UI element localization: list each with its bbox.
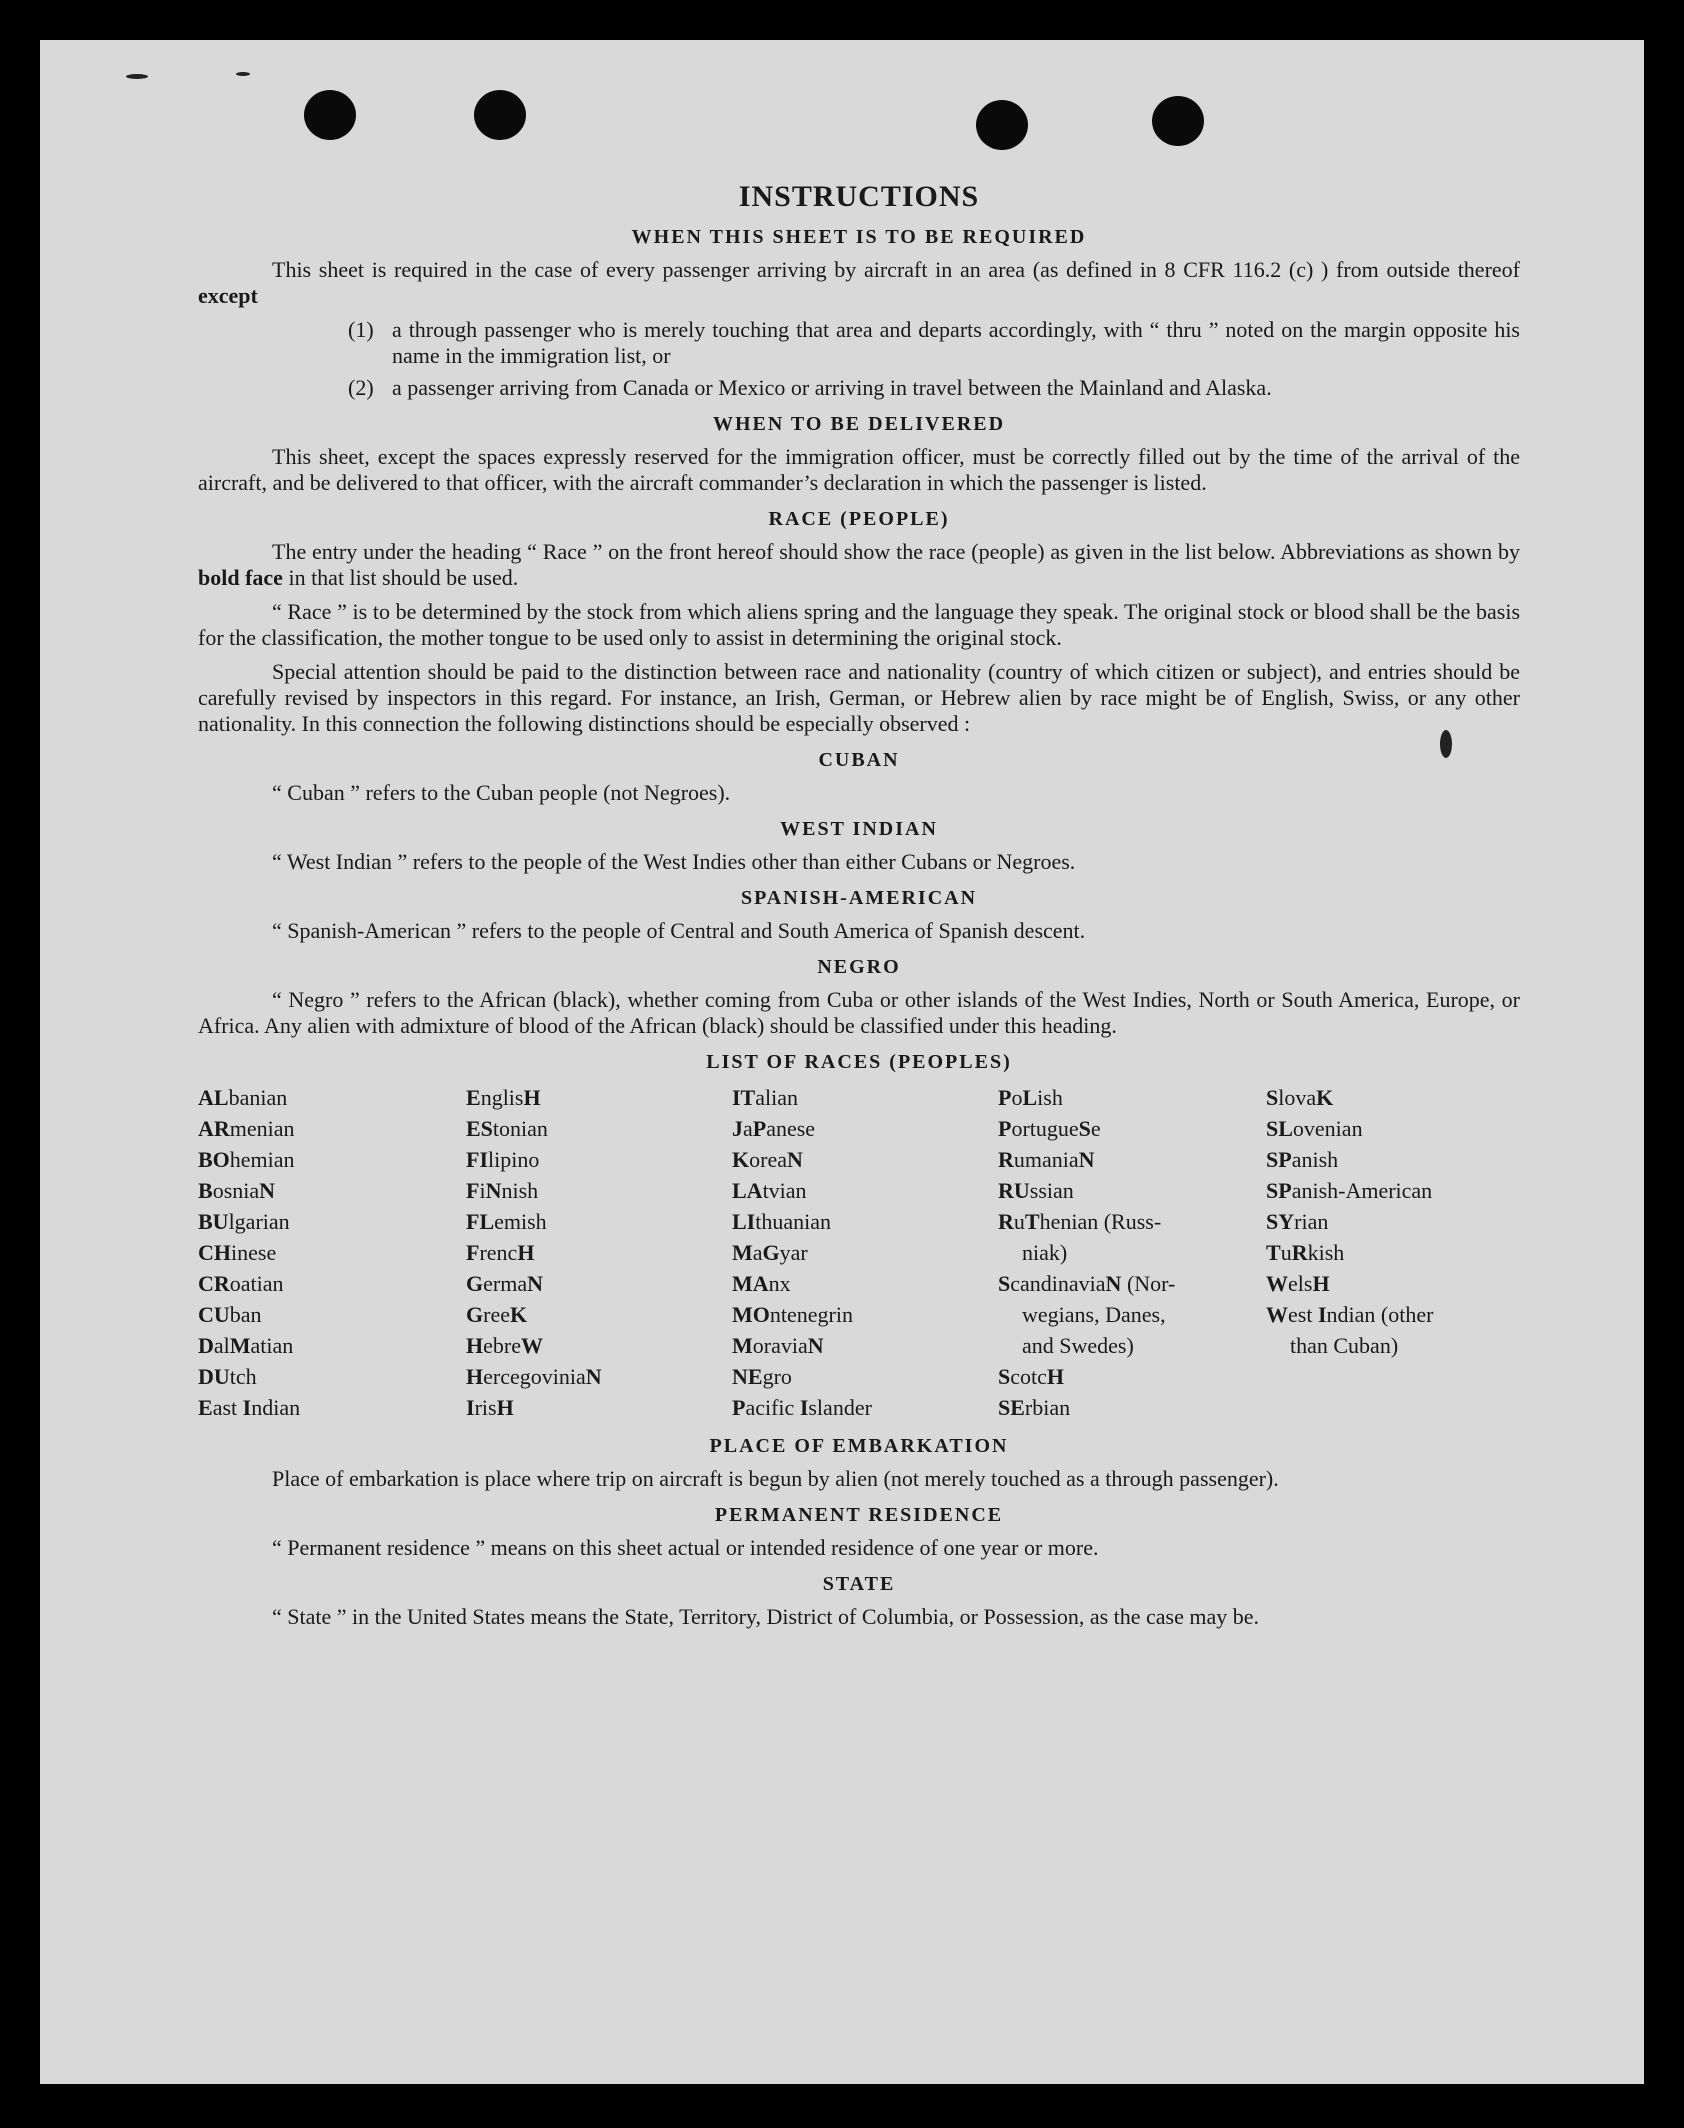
exception-number: (1)	[348, 317, 374, 342]
race-entry: MaGyar	[732, 1240, 808, 1265]
race-entry: EStonian	[466, 1116, 548, 1141]
race-entry: FrencH	[466, 1240, 535, 1265]
race-entry: JaPanese	[732, 1116, 816, 1141]
race-paragraph-3: Special attention should be paid to the distinction between race and nationality (country of which citizen or subject), and entries should be carefully revised by inspectors in this regard. For instance, an Irish, German, or Hebrew alien by race might be of English, Swiss, or any other nationality. In this connection the following distinctions should be especially observed :	[198, 659, 1520, 736]
heading-delivered: WHEN TO BE DELIVERED	[712, 413, 1006, 435]
race-entry: RuThenian (Russ-	[998, 1209, 1162, 1234]
heading-residence: PERMANENT RESIDENCE	[714, 1504, 1004, 1526]
race-entry: than Cuban)	[1290, 1333, 1399, 1358]
state-paragraph: “ State ” in the United States means the State, Territory, District of Columbia, or Possession, as the case may be.	[272, 1604, 1260, 1629]
race-entry: ARmenian	[198, 1116, 295, 1141]
race-paragraph-2: “ Race ” is to be determined by the stock from which aliens spring and the language they speak. The original stock or blood shall be the basis for the classification, the mother tongue to be used only to assist in determining the original stock.	[198, 599, 1520, 650]
race-entry: East Indian	[198, 1395, 301, 1420]
race-entry: CUban	[198, 1302, 262, 1327]
speck	[126, 74, 148, 79]
exception-number: (2)	[348, 375, 374, 400]
heading-embarkation: PLACE OF EMBARKATION	[709, 1435, 1009, 1457]
document-page	[40, 40, 1644, 2084]
race-entry: ScotcH	[998, 1364, 1065, 1389]
negro-paragraph: “ Negro ” refers to the African (black), whether coming from Cuba or other islands of the West Indies, North or South America, Europe, or Africa. Any alien with admixture of blood of the African (black) should be classified under this heading.	[198, 987, 1520, 1038]
race-entry: FIlipino	[466, 1147, 540, 1172]
race-entry: ScandinaviaN (Nor-	[998, 1271, 1176, 1296]
race-entry: ALbanian	[198, 1085, 288, 1110]
spanish-american-paragraph: “ Spanish-American ” refers to the people of Central and South America of Spanish descent.	[272, 918, 1086, 943]
race-entry: DalMatian	[198, 1333, 294, 1358]
race-entry: IrisH	[466, 1395, 514, 1420]
race-entry	[1266, 1361, 1520, 1392]
races-list	[198, 1082, 1520, 1423]
race-entry: PoLish	[998, 1085, 1063, 1110]
heading-races-list: LIST OF RACES (PEOPLES)	[706, 1051, 1012, 1073]
punch-hole	[474, 90, 526, 140]
exception-item	[348, 375, 1520, 401]
race-entry: GermaN	[466, 1271, 543, 1296]
exception-item	[348, 317, 1520, 369]
delivered-paragraph: This sheet, except the spaces expressly reserved for the immigration officer, must be correctly filled out by the time of the arrival of the aircraft, and be delivered to that officer, with the aircraft commander’s declaration in which the passenger is listed.	[198, 444, 1520, 495]
exception-text: a through passenger who is merely touching that area and departs accordingly, with “ thru ” noted on the margin opposite his name in the immigration list, or	[392, 317, 1520, 368]
race-paragraph-1: The entry under the heading “ Race ” on the front hereof should show the race (people) as given in the list below. Abbreviations as shown by bold face in that list should be used.	[198, 539, 1520, 590]
race-entry: NEgro	[732, 1364, 792, 1389]
race-entry: BOhemian	[198, 1147, 295, 1172]
heading-state: STATE	[822, 1573, 896, 1595]
heading-negro: NEGRO	[817, 956, 901, 978]
race-entry: FiNnish	[466, 1178, 539, 1203]
race-entry: LAtvian	[732, 1178, 807, 1203]
race-entry: BUlgarian	[198, 1209, 290, 1234]
heading-west-indian: WEST INDIAN	[780, 818, 938, 840]
race-entry: niak)	[1022, 1240, 1068, 1265]
race-entry: MAnx	[732, 1271, 791, 1296]
heading-required: WHEN THIS SHEET IS TO BE REQUIRED	[631, 226, 1087, 248]
race-entry: SPanish	[1266, 1147, 1339, 1172]
race-entry: and Swedes)	[1022, 1333, 1134, 1358]
race-entry: DUtch	[198, 1364, 257, 1389]
race-entry: SLovenian	[1266, 1116, 1363, 1141]
race-entry: wegians, Danes,	[1022, 1302, 1166, 1327]
race-entry: WelsH	[1266, 1271, 1330, 1296]
race-entry: TuRkish	[1266, 1240, 1345, 1265]
race-entry: West Indian (other	[1266, 1302, 1434, 1327]
cuban-paragraph: “ Cuban ” refers to the Cuban people (not Negroes).	[272, 780, 731, 805]
race-entry: FLemish	[466, 1209, 547, 1234]
page-title: INSTRUCTIONS	[738, 180, 980, 213]
race-entry: SlovaK	[1266, 1085, 1334, 1110]
race-entry: GreeK	[466, 1302, 528, 1327]
race-entry: HebreW	[466, 1333, 543, 1358]
exception-text: a passenger arriving from Canada or Mexico or arriving in travel between the Mainland and Alaska.	[392, 375, 1272, 400]
embarkation-paragraph: Place of embarkation is place where trip on aircraft is begun by alien (not merely touched as a through passenger).	[272, 1466, 1279, 1491]
race-entry: HercegoviniaN	[466, 1364, 602, 1389]
race-entry: MoraviaN	[732, 1333, 824, 1358]
speck	[236, 72, 250, 76]
punch-hole	[976, 100, 1028, 150]
heading-cuban: CUBAN	[818, 749, 900, 771]
race-entry: CHinese	[198, 1240, 277, 1265]
race-entry: RumaniaN	[998, 1147, 1095, 1172]
residence-paragraph: “ Permanent residence ” means on this sheet actual or intended residence of one year or more.	[272, 1535, 1099, 1560]
race-entry: EnglisH	[466, 1085, 541, 1110]
race-entry: Pacific Islander	[732, 1395, 872, 1420]
instructions-content	[198, 180, 1520, 1638]
race-entry: PortugueSe	[998, 1116, 1101, 1141]
race-entry: KoreaN	[732, 1147, 803, 1172]
race-entry: BosniaN	[198, 1178, 276, 1203]
race-entry	[1266, 1392, 1520, 1423]
race-entry: CRoatian	[198, 1271, 284, 1296]
west-indian-paragraph: “ West Indian ” refers to the people of the West Indies other than either Cubans or Negroes.	[272, 849, 1076, 874]
punch-hole	[1152, 96, 1204, 146]
race-entry: ITalian	[732, 1085, 799, 1110]
race-entry: SErbian	[998, 1395, 1071, 1420]
punch-hole	[304, 90, 356, 140]
required-paragraph: This sheet is required in the case of every passenger arriving by aircraft in an area (as defined in 8 CFR 116.2 (c) ) from outside thereof except	[198, 257, 1520, 308]
race-entry: MOntenegrin	[732, 1302, 853, 1327]
heading-spanish-american: SPANISH-AMERICAN	[740, 887, 978, 909]
race-entry: SPanish-American	[1266, 1178, 1433, 1203]
heading-race: RACE (PEOPLE)	[768, 508, 950, 530]
race-entry: LIthuanian	[732, 1209, 832, 1234]
race-entry: RUssian	[998, 1178, 1074, 1203]
race-entry: SYrian	[1266, 1209, 1329, 1234]
